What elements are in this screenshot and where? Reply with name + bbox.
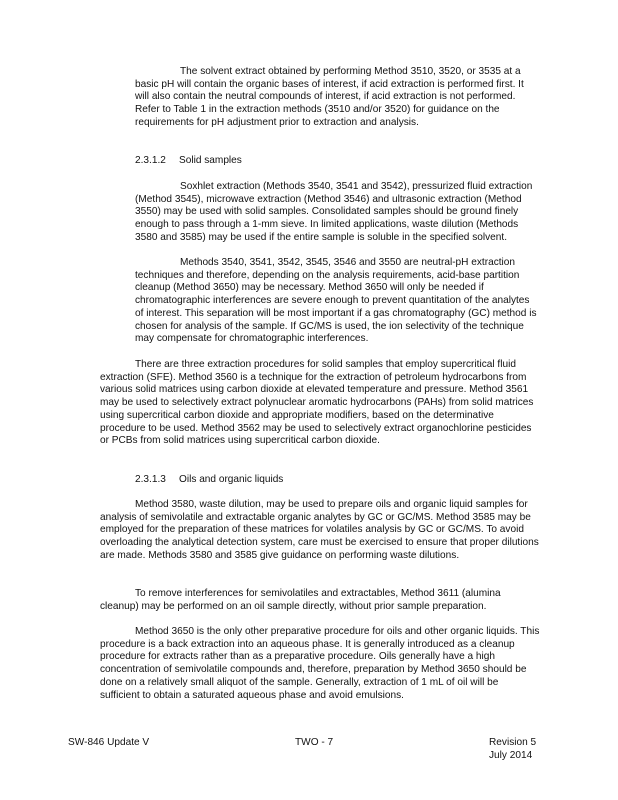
paragraph-waste-dilution: Method 3580, waste dilution, may be used to prepare oils and organic liquid samples for analysis of semivolatile and extractable organic analytes by GC or GC/MS. Method 3585 may be employed for the preparation of these matrices for volatiles analysis by GC or GC/MS. To avoid overloading the analytical detection system, care must be exercised to ensure that proper dilutions are made. Methods 3580 and 3585 give guidance on performing waste dilutions.	[100, 499, 539, 561]
footer-page-number: TWO - 7	[295, 737, 334, 748]
paragraph-supercritical-fluid-extraction: There are three extraction procedures for solid samples that employ supercritical fluid extraction (SFE). Method 3560 is a technique for the extraction of petroleum hydrocarbons from various solid matrices using carbon dioxide at elevated temperature and pressure. Method 3561 may be used to selectively extract polynuclear aromatic hydrocarbons (PAHs) from solid matrices using supercritical carbon dioxide and appropriate modifiers, based on the determinative procedure to be used. Method 3562 may be used to selectively extract organochlorine pesticides or PCBs from solid matrices using supercritical carbon dioxide.	[100, 359, 534, 447]
section-title: Solid samples	[179, 155, 242, 166]
section-title: Oils and organic liquids	[179, 474, 284, 485]
footer-revision-date: July 2014	[489, 749, 533, 761]
section-heading-solid-samples	[135, 155, 242, 168]
footer-revision-number: Revision 5	[489, 737, 537, 748]
paragraph-alumina-cleanup: To remove interferences for semivolatiles and extractables, Method 3611 (alumina cleanup) may be performed on an oil sample directly, without prior sample preparation.	[100, 588, 501, 612]
section-heading-oils-liquids	[135, 474, 283, 487]
footer-revision	[489, 737, 536, 762]
paragraph-soxhlet-extraction: Soxhlet extraction (Methods 3540, 3541 and 3542), pressurized fluid extraction (Method 3545), microwave extraction (Method 3546) and ultrasonic extraction (Method 3550) may be used with solid samples. Consolidated samples should be ground finely enough to pass through a 1-mm sieve. In limited applications, waste dilution (Methods 3580 and 3585) may be used if the entire sample is soluble in the specified solvent.	[135, 181, 533, 243]
section-number: 2.3.1.2	[135, 155, 166, 166]
paragraph-basic-ph-extract: The solvent extract obtained by performing Method 3510, 3520, or 3535 at a basic pH will contain the organic bases of interest, if acid extraction is performed first. It will also contain the neutral compounds of interest, if acid extraction is not performed. Refer to Table 1 in the extraction methods (3510 and/or 3520) for guidance on the requirements for pH adjustment prior to extraction and analysis.	[135, 66, 524, 128]
paragraph-neutral-ph-methods: Methods 3540, 3541, 3542, 3545, 3546 and 3550 are neutral-pH extraction techniques and therefore, depending on the analysis requirements, acid-base partition cleanup (Method 3650) may be necessary. Method 3650 will only be needed if chromatographic interferences are severe enough to prevent quantitation of the analytes of interest. This separation will be most important if a gas chromatography (GC) method is chosen for analysis of the sample. If GC/MS is used, the ion selectivity of the technique may compensate for chromatographic interferences.	[135, 257, 537, 345]
paragraph-back-extraction: Method 3650 is the only other preparative procedure for oils and other organic liquids. This procedure is a back extraction into an aqueous phase. It is generally introduced as a cleanup procedure for extracts rather than as a preparative procedure. Oils generally have a high concentration of semivolatile compounds and, therefore, preparation by Method 3650 should be done on a relatively small aliquot of the sample. Generally, extraction of 1 mL of oil will be sufficient to obtain a saturated aqueous phase and avoid emulsions.	[100, 626, 540, 701]
section-number: 2.3.1.3	[135, 474, 166, 485]
footer-document-id: SW-846 Update V	[68, 737, 150, 748]
